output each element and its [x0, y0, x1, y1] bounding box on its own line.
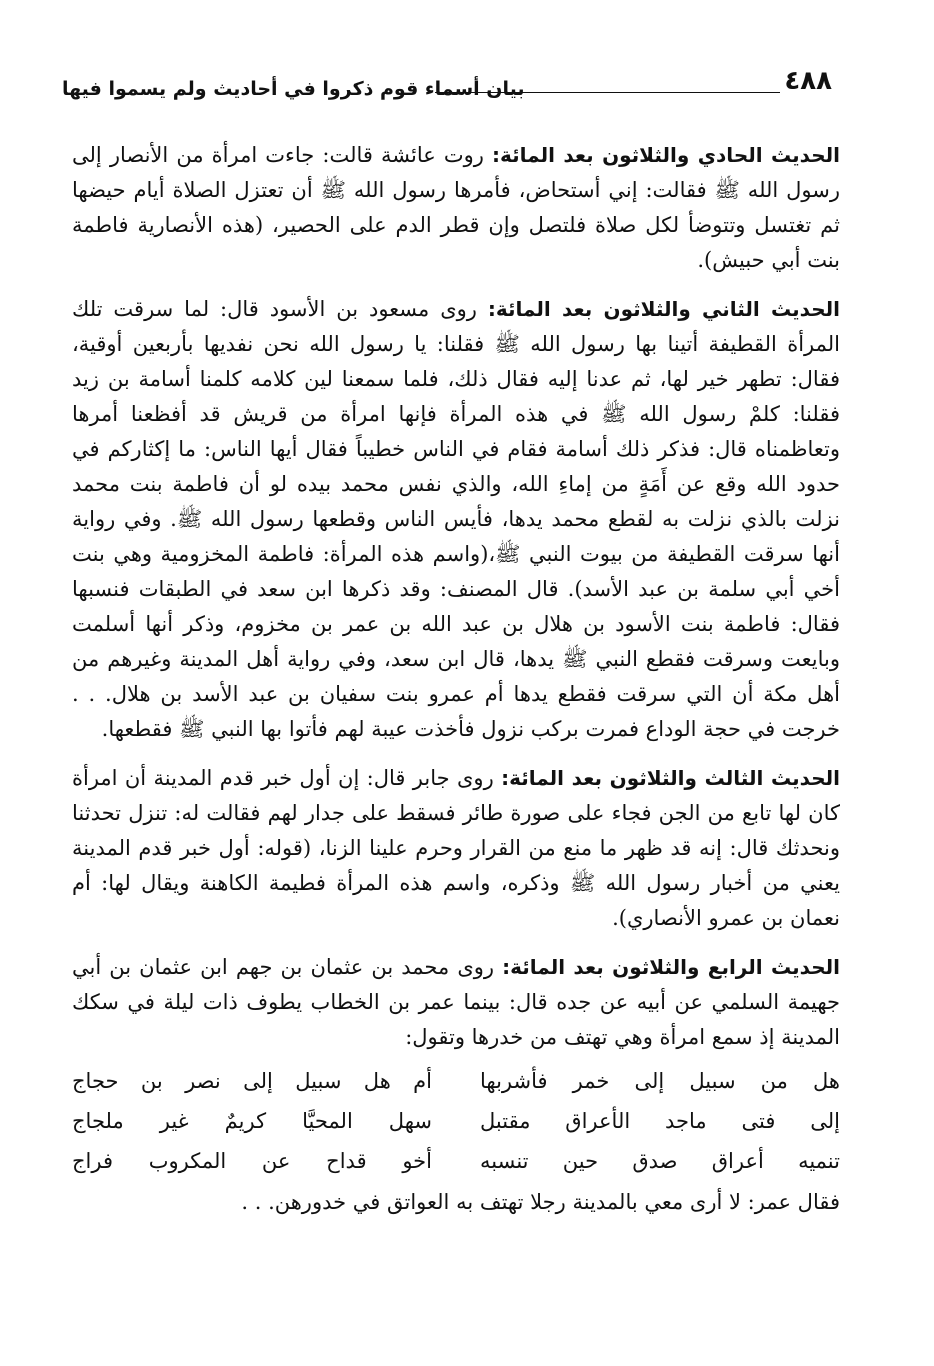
hadith-131 — [72, 138, 840, 278]
hadith-text: روى مسعود بن الأسود قال: لما سرقت تلك المرأة القطيفة أتينا بها رسول الله ﷺ فقلنا: يا رسول الله نحن نفديها بأربعين أوقية، فقال: تطهر خير لها، ثم عدنا إليه فقال ذلك، فلما سمعنا لين كلامه كلمنا أسامة بن زيد فقلنا: كلمْ رسول الله ﷺ في هذه المرأة فإنها امرأة من قريش قد أفظعنا أمرها وتعاظمناه قال: فذكر ذلك أسامة فقام في الناس خطيباً فقال أيها الناس: ما إكثاركم في حدود الله وقع عن أَمَةٍ من إماءِ الله، والذي نفس محمد بيده لو أن فاطمة بنت محمد نزلت بالذي نزلت به لقطع محمد يدها، فأيس الناس وقطعها رسول الله ﷺ. وفي رواية أنها سرقت القطيفة من بيوت النبي ﷺ،(واسم هذه المرأة: فاطمة المخزومية وهي بنت أخي أبي سلمة بن عبد الأسد). قال المصنف: وقد ذكرها ابن سعد في الطبقات فنسبها فقال: فاطمة بنت الأسود بن هلال بن عبد الله بن عمر بن مخزوم، وذكر أنها أسلمت وبايعت وسرقت فقطع النبي ﷺ يدها، قال ابن سعد، وفي رواية أهل المدينة وغيرهم من أهل مكة أن التي سرقت فقطع يدها أم عمرو بنت سفيان بن عبد الأسد بن هلال. . . خرجت في حجة الوداع فمرت بركب نزول فأخذت عيبة لهم فأتوا بها النبي ﷺ فقطعها. — [72, 297, 840, 741]
running-title: بيان أسماء قوم ذكروا في أحاديث ولم يسموا فيها — [62, 78, 525, 100]
poem — [72, 1061, 840, 1181]
poem-verse — [72, 1101, 840, 1141]
hadith-text: روى جابر قال: إن أول خبر قدم المدينة أن امرأة كان لها تابع من الجن فجاء على صورة طائر فسقط على جدار لهم فقالت له: تنزل تحدثنا ونحدثك قال: إنه قد ظهر ما منع من القرار وحرم علينا الزنا، (قوله: أول خبر قدم المدينة يعني من أخبار رسول الله ﷺ وذكره، واسم هذه المرأة فطيمة الكاهنة ويقال لها: أم نعمان بن عمرو الأنصاري). — [72, 766, 840, 930]
verse-second-hemistich: سهل المحيَّا كريمٌ غير ملجاج — [72, 1109, 432, 1133]
hadith-heading: الحديث الرابع والثلاثون بعد المائة: — [502, 955, 840, 979]
hadith-heading: الحديث الثالث والثلاثون بعد المائة: — [501, 766, 841, 790]
hadith-heading: الحديث الحادي والثلاثون بعد المائة: — [492, 143, 840, 167]
page-header — [62, 66, 832, 106]
hadith-text: روى محمد بن عثمان بن جهم ابن عثمان بن أبي جهيمة السلمي عن أبيه عن جده قال: بينما عمر بن الخطاب يطوف ذات ليلة في سكك المدينة إذ سمع امرأة وهي تهتف من خدرها وتقول: — [72, 955, 840, 1049]
verse-first-hemistich: هل من سبيل إلى خمر فأشربها — [480, 1069, 840, 1093]
verse-second-hemistich: أخو قداح عن المكروب فراج — [72, 1149, 432, 1173]
verse-first-hemistich: تنميه أعراق صدق حين تنسبه — [480, 1149, 840, 1173]
poem-verse — [72, 1061, 840, 1101]
hadith-134 — [72, 950, 840, 1055]
closing-line: فقال عمر: لا أرى معي بالمدينة رجلا تهتف به العواتق في خدورهن. . . — [241, 1190, 840, 1214]
hadith-text: روت عائشة قالت: جاءت امرأة من الأنصار إلى رسول الله ﷺ فقالت: إني أستحاض، فأمرها رسول الله ﷺ أن تعتزل الصلاة أيام حيضها ثم تغتسل وتتوضأ لكل صلاة فلتصل وإن قطر الدم على الحصير، (هذه الأنصارية فاطمة بنت أبي حبيش). — [72, 143, 840, 272]
poem-verse — [72, 1141, 840, 1181]
hadith-133 — [72, 761, 840, 936]
hadith-132 — [72, 292, 840, 747]
verse-first-hemistich: إلى فتى ماجد الأعراق مقتبل — [480, 1109, 840, 1133]
page-number: ٤٨٨ — [784, 66, 832, 96]
hadith-heading: الحديث الثاني والثلاثون بعد المائة: — [487, 297, 840, 321]
verse-second-hemistich: أم هل سبيل إلى نصر بن حجاج — [72, 1069, 432, 1093]
page-body — [72, 138, 840, 1220]
